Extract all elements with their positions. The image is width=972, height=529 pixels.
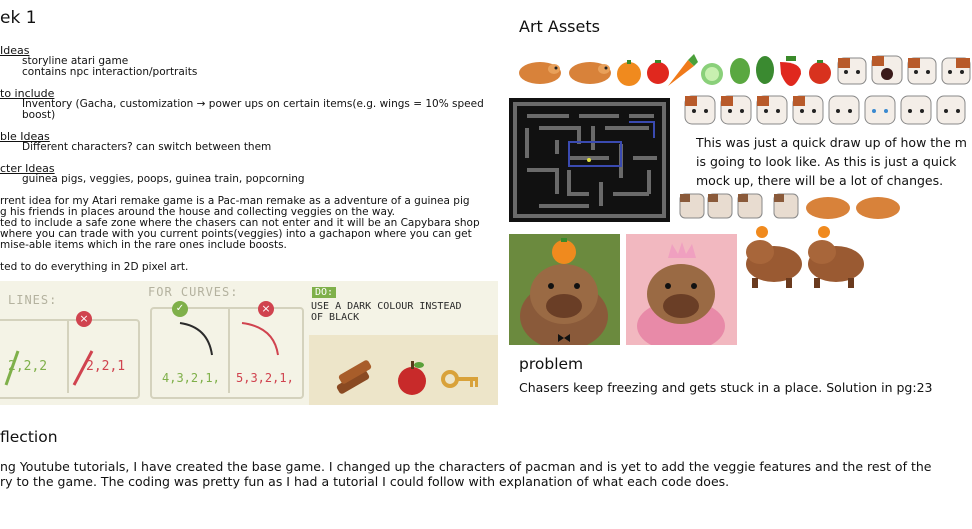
- reflection-line-1: ng Youtube tutorials, I have created the base game. I changed up the characters of pacman and is yet to add the veggie features and the rest of the: [0, 459, 932, 474]
- include-line-2: boost): [22, 109, 56, 121]
- cat-face-icon: [721, 96, 751, 124]
- tomato-icon: [647, 60, 669, 84]
- problem-title: problem: [519, 355, 584, 373]
- ideas-line-1: storyline atari game: [22, 55, 129, 67]
- bad-x-icon: ×: [258, 301, 274, 317]
- ideas-line-2: contains npc interaction/portraits: [22, 66, 198, 78]
- cucumber-icon: [701, 63, 723, 85]
- art-assets-title: Art Assets: [519, 17, 600, 36]
- sprite-row-1: [518, 52, 972, 88]
- guinea-pig-icon: [569, 62, 611, 84]
- art-note-line-2: is going to look like. As this is just a quick: [696, 154, 957, 169]
- capybara-sprites: [740, 222, 872, 292]
- line-bad-value: 2,2,1: [86, 359, 126, 374]
- curves-demo-icon: [150, 311, 300, 361]
- capybara-portrait-1: [509, 234, 620, 345]
- tomato-icon: [809, 60, 831, 84]
- curve-good-value: 4,3,2,1,: [162, 371, 220, 385]
- cat-face-icon: [872, 56, 902, 84]
- reflection-title: flection: [0, 428, 58, 446]
- sprite-row-2: [683, 92, 967, 126]
- include-heading: to include: [0, 87, 55, 100]
- guinea-pig-icon: [519, 62, 561, 84]
- guinea-pig-icon: [856, 197, 900, 219]
- sprite-row-3: [678, 190, 904, 222]
- art-note-line-3: mock up, there will be a lot of changes.: [696, 173, 944, 188]
- lines-label: LINES:: [8, 293, 58, 307]
- logs-icon: [336, 359, 372, 395]
- do-text-line-1: USE A DARK COLOUR INSTEAD: [311, 301, 462, 312]
- curve-bad-value: 5,3,2,1,: [236, 371, 294, 385]
- paragraph-line-5: mise-able items which in the rare ones include boosts.: [0, 239, 287, 251]
- paragraph-line-3: ted to include a safe zone where the chasers can not enter and it will be an Capybara shop: [0, 217, 480, 229]
- page-title: ek 1: [0, 8, 37, 28]
- cat-face-icon: [829, 96, 859, 124]
- art-note-line-1: This was just a quick draw up of how the m: [696, 135, 967, 150]
- problem-text: Chasers keep freezing and gets stuck in a place. Solution in pg:23: [519, 380, 933, 395]
- capybara-icon: [808, 226, 864, 288]
- cat-face-icon: [908, 58, 936, 84]
- cat-face-icon: [865, 96, 895, 124]
- include-line-1: Inventory (Gacha, customization → power ups on certain items(e.g. wings = 10% speed: [22, 98, 484, 110]
- cat-face-icon: [708, 194, 732, 218]
- cat-face-icon: [774, 194, 798, 218]
- lettuce-icon: [756, 56, 774, 84]
- cat-face-icon: [793, 96, 823, 124]
- carrot-icon: [668, 54, 698, 86]
- line-good-value: 2,2,2: [8, 359, 48, 374]
- cat-face-icon: [757, 96, 787, 124]
- cat-face-icon: [680, 194, 704, 218]
- cat-face-icon: [937, 96, 965, 124]
- pixel-art-note: ted to do everything in 2D pixel art.: [0, 261, 189, 273]
- ideas-heading: Ideas: [0, 44, 30, 57]
- apple-icon: [398, 361, 426, 395]
- lettuce-icon: [730, 58, 750, 84]
- role-line-1: Different characters? can switch between them: [22, 141, 272, 153]
- paragraph-line-2: g his friends in places around the house and collecting veggies on the way.: [0, 206, 395, 218]
- character-line-1: guinea pigs, veggies, poops, guinea train, popcorning: [22, 173, 305, 185]
- pixel-tips-image: [0, 281, 498, 405]
- do-tag: DO:: [312, 287, 336, 298]
- capybara-portrait-2: [626, 234, 737, 345]
- paragraph-line-1: rrent idea for my Atari remake game is a Pac-man remake as a adventure of a guinea pig: [0, 195, 470, 207]
- bad-x-icon: ×: [76, 311, 92, 327]
- maze-image: [509, 98, 670, 222]
- items-icon: [330, 357, 490, 401]
- cat-face-icon: [838, 58, 866, 84]
- capybara-icon: [746, 226, 802, 288]
- orange-icon: [617, 60, 641, 86]
- cat-face-icon: [685, 96, 715, 124]
- cat-face-icon: [942, 58, 970, 84]
- role-heading: ble Ideas: [0, 130, 50, 143]
- key-icon: [443, 372, 478, 387]
- guinea-pig-icon: [806, 197, 850, 219]
- curves-label: FOR CURVES:: [148, 285, 239, 299]
- cat-face-icon: [901, 96, 931, 124]
- paragraph-line-4: where you can trade with you current points(veggies) into a gachapon where you can get: [0, 228, 472, 240]
- strawberry-icon: [780, 56, 801, 86]
- cat-face-icon: [738, 194, 762, 218]
- do-text-line-2: OF BLACK: [311, 312, 360, 323]
- reflection-line-2: ry to the game. The coding was pretty fun as I had a tutorial I could follow with explanation of what each code does.: [0, 474, 730, 489]
- good-check-icon: ✓: [172, 301, 188, 317]
- character-heading: cter Ideas: [0, 162, 55, 175]
